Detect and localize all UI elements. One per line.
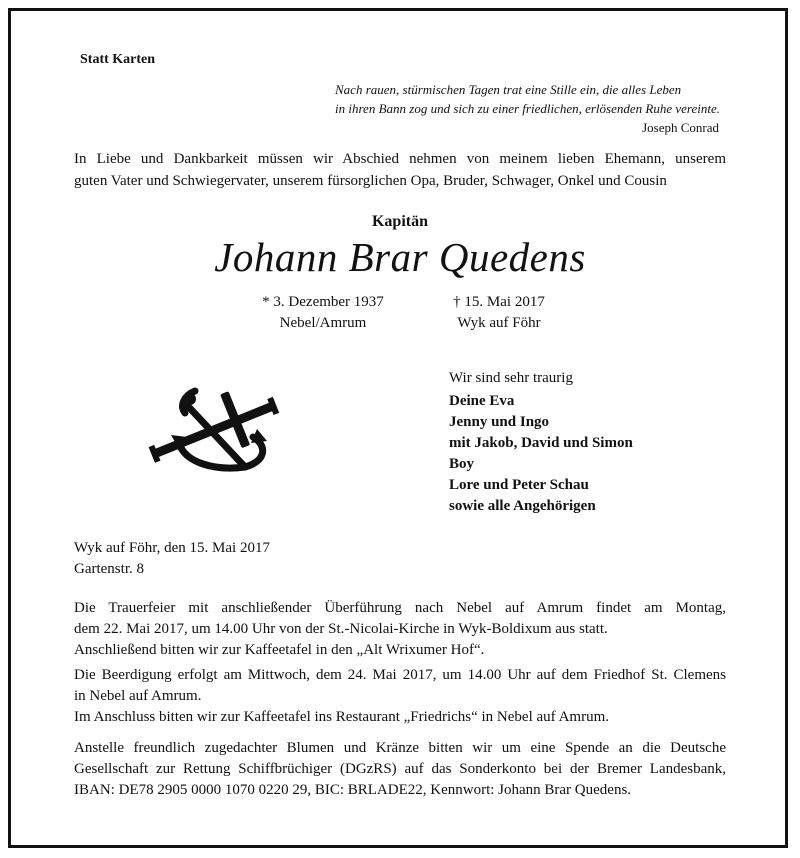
intro-line: In Liebe und Dankbarkeit müssen wir Abschied nehmen von meinem lieben Ehemann, unserem — [74, 151, 726, 167]
deceased-title: Kapitän — [371, 213, 428, 230]
deceased-name: Johann Brar Quedens — [214, 234, 586, 280]
birth-date: * 3. Dezember 1937 — [262, 294, 384, 310]
mourner-name: Jenny und Ingo — [449, 414, 550, 430]
birth-place: Nebel/Amrum — [279, 315, 367, 331]
death-date: † 15. Mai 2017 — [453, 294, 545, 310]
quote-line: Nach rauen, stürmischen Tagen trat eine Stille ein, die alles Leben — [335, 82, 682, 97]
header-label: Statt Karten — [80, 52, 156, 67]
address-block — [74, 538, 270, 580]
death-info — [444, 292, 554, 334]
mourners-list — [449, 368, 729, 517]
quote-line: in ihren Bann zog und sich zu einer friedlichen, erlösenden Ruhe vereinte. — [335, 101, 720, 116]
street-address: Gartenstr. 8 — [74, 561, 144, 577]
mourners-intro: Wir sind sehr traurig — [449, 370, 573, 386]
anchor-cross-icon — [145, 385, 285, 475]
mourner-name: Boy — [449, 456, 475, 472]
mourner-name: mit Jakob, David und Simon — [449, 435, 633, 451]
paragraph-line: dem 22. Mai 2017, um 14.00 Uhr von der St.-Nicolai-Kirche in Wyk-Boldixum aus statt. — [74, 621, 608, 637]
quote-author: Joseph Conrad — [642, 120, 719, 135]
donation-paragraph — [74, 738, 726, 801]
paragraph-line: Gesellschaft zur Rettung Schiffbrüchiger (DGzRS) auf das Sonderkonto bei der Bremer Landesbank, — [74, 761, 726, 777]
paragraph-line: Anschließend bitten wir zur Kaffeetafel in den „Alt Wrixumer Hof“. — [74, 642, 485, 658]
death-place: Wyk auf Föhr — [457, 315, 541, 331]
paragraph-line: Die Beerdigung erfolgt am Mittwoch, dem 24. Mai 2017, um 14.00 Uhr auf dem Friedhof St. Clemens — [74, 667, 726, 683]
mourner-name: sowie alle Angehörigen — [449, 498, 596, 514]
paragraph-line: Im Anschluss bitten wir zur Kaffeetafel ins Restaurant „Friedrichs“ in Nebel auf Amrum. — [74, 709, 609, 725]
mourner-name: Deine Eva — [449, 393, 515, 409]
birth-info — [253, 292, 393, 334]
mourner-name: Lore und Peter Schau — [449, 477, 589, 493]
intro-line: guten Vater und Schwiegervater, unserem fürsorglichen Opa, Bruder, Schwager, Onkel und Cousin — [74, 173, 667, 189]
place-date: Wyk auf Föhr, den 15. Mai 2017 — [74, 540, 270, 556]
funeral-service-paragraph — [74, 598, 726, 661]
paragraph-line: Anstelle freundlich zugedachter Blumen und Kränze bitten wir um eine Spende an die Deutsche — [74, 740, 726, 756]
intro-text — [74, 148, 726, 192]
paragraph-line: IBAN: DE78 2905 0000 1070 0220 29, BIC: BRLADE22, Kennwort: Johann Brar Quedens. — [74, 782, 632, 798]
burial-paragraph — [74, 665, 726, 728]
paragraph-line: Die Trauerfeier mit anschließender Überführung nach Nebel auf Amrum findet am Montag, — [74, 600, 726, 616]
paragraph-line: in Nebel auf Amrum. — [74, 688, 202, 704]
quote-block — [335, 80, 725, 137]
